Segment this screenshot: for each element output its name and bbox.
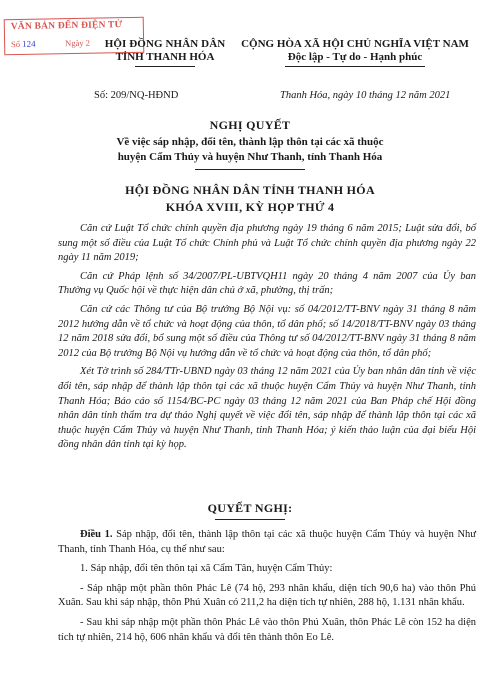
preamble-paragraph: Căn cứ Pháp lệnh số 34/2007/PL-UBTVQH11 ngày 20 tháng 4 năm 2007 của Ủy ban Thường vụ Quốc hội về thực hiện dân chủ ở xã, phường, thị trấn;	[58, 270, 476, 297]
decision-heading: QUYẾT NGHỊ:	[207, 501, 293, 515]
council-name: HỘI ĐỒNG NHÂN DÂN TỈNH THANH HÓA	[125, 183, 375, 197]
articles	[58, 528, 476, 650]
clause-item: - Sau khi sáp nhập một phần thôn Phác Lê vào thôn Phú Xuân, thôn Phác Lê còn 152 ha diện tích tự nhiên, 214 hộ, 606 nhân khẩu và đổi tên thành thôn Eo Lê.	[58, 616, 476, 643]
title-underline	[195, 169, 305, 170]
preamble-paragraph: Căn cứ Luật Tổ chức chính quyền địa phương ngày 19 tháng 6 năm 2015; Luật sửa đổi, bổ sung một số điều của Luật Tổ chức Chính phủ và Luật Tổ chức chính quyền địa phương ngày 22 ngày 11 năm 2019;	[58, 223, 476, 264]
document-subtitle-line2: huyện Cẩm Thủy và huyện Như Thanh, tỉnh Thanh Hóa	[117, 151, 383, 163]
title-block	[0, 118, 500, 170]
org-underline	[135, 66, 195, 67]
stamp-so-label: Số	[11, 38, 21, 50]
article-1	[58, 528, 476, 557]
stamp-date: Ngày 2	[65, 37, 91, 49]
document-subtitle-line1: Về việc sáp nhập, đổi tên, thành lập thôn tại các xã thuộc	[116, 136, 384, 148]
republic-name: CỘNG HÒA XÃ HỘI CHỦ NGHĨA VIỆT NAM	[241, 38, 469, 50]
article-1-text: Sáp nhập, đổi tên, thành lập thôn tại các xã thuộc huyện Cẩm Thủy và huyện Như Thanh, tỉnh Thanh Hóa, cụ thể như sau:	[58, 529, 476, 555]
document-date: Thanh Hóa, ngày 10 tháng 12 năm 2021	[280, 90, 451, 101]
document-title: NGHỊ QUYẾT	[209, 118, 291, 132]
council-session: KHÓA XVIII, KỲ HỌP THỨ 4	[165, 200, 335, 214]
decision-heading-block	[0, 501, 500, 520]
decision-underline	[215, 519, 285, 520]
clause-item: - Sáp nhập một phần thôn Phác Lê (74 hộ, 293 nhân khẩu, diện tích 90,6 ha) vào thôn Phú Xuân. Sau khi sáp nhập, thôn Phú Xuân có 211,2 ha diện tích tự nhiên, 288 hộ, 1.131 nhân khẩu.	[58, 582, 476, 609]
org-name-line2: TỈNH THANH HÓA	[115, 51, 215, 63]
national-header	[225, 38, 485, 67]
motto-underline	[285, 66, 425, 67]
council-block	[0, 183, 500, 215]
stamp-title: VĂN BẢN ĐẾN ĐIỆN TỬ	[10, 20, 123, 33]
stamp-so-value: 124	[22, 38, 36, 49]
preamble-paragraph: Xét Tờ trình số 284/TTr-UBND ngày 03 tháng 12 năm 2021 của Ủy ban nhân dân tỉnh về việc đổi tên, sáp nhập để thành lập thôn tại các xã thuộc huyện Cẩm Thủy và huyện Như Thanh, tỉnh Thanh Hóa; Báo cáo số 1154/BC-PC ngày 03 tháng 12 năm 2021 của Ban Pháp chế Hội đồng nhân dân tỉnh thẩm tra dự thảo Nghị quyết về việc đổi tên, sáp nhập để thành lập thôn tại các xã thuộc huyện Cẩm Thủy và huyện Như Thanh, tỉnh Thanh Hóa; ý kiến thảo luận của đại biểu Hội đồng nhân dân tỉnh tại kỳ họp.	[58, 366, 476, 451]
clause-item: 1. Sáp nhập, đổi tên thôn tại xã Cẩm Tân, huyện Cẩm Thủy:	[80, 563, 333, 575]
preamble	[58, 222, 476, 457]
preamble-paragraph: Căn cứ các Thông tư của Bộ trưởng Bộ Nội vụ: số 04/2012/TT-BNV ngày 31 tháng 8 năm 2012 hướng dẫn về tổ chức và hoạt động của thôn, tổ dân phố; số 14/2018/TT-BNV ngày 03 tháng 12 năm 2018 sửa đổi, bổ sung một số điều của Thông tư số 04/2012/TT-BNV ngày 31 tháng 8 năm 2012 của Bộ trưởng Bộ Nội vụ hướng dẫn về tổ chức và hoạt động của thôn, tổ dân phố;	[58, 303, 476, 359]
national-motto: Độc lập - Tự do - Hạnh phúc	[287, 51, 423, 63]
article-1-label: Điều 1.	[80, 529, 113, 540]
stamp-number	[11, 39, 39, 49]
org-name-line1: HỘI ĐỒNG NHÂN DÂN	[104, 38, 226, 50]
document-number: Số: 209/NQ-HĐND	[94, 90, 179, 101]
